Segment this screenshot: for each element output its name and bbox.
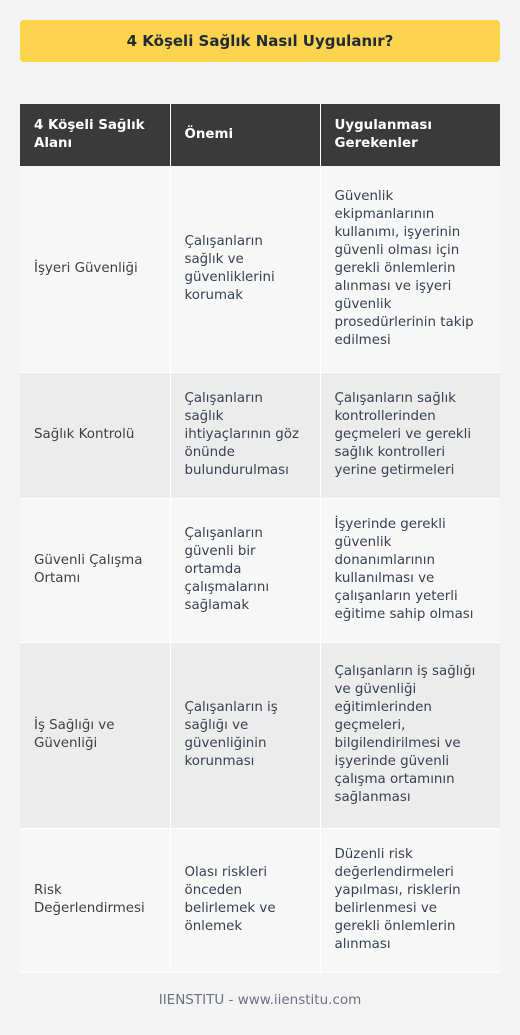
table-header-row xyxy=(20,104,500,166)
cell-area: Güvenli Çalışma Ortamı xyxy=(20,498,170,642)
page-title: 4 Köşeli Sağlık Nasıl Uygulanır? xyxy=(20,20,500,62)
table-row xyxy=(20,828,500,972)
table-row xyxy=(20,166,500,372)
health-areas-table xyxy=(20,104,500,973)
cell-requirements: Güvenlik ekipmanlarının kullanımı, işyerinin güvenli olması için gerekli önlemlerin alınması ve işyeri güvenlik prosedürlerinin takip edilmesi xyxy=(320,166,500,372)
cell-area: Sağlık Kontrolü xyxy=(20,372,170,498)
cell-importance: Çalışanların iş sağlığı ve güvenliğinin korunması xyxy=(170,642,320,828)
header-importance: Önemi xyxy=(170,104,320,166)
cell-requirements: Çalışanların iş sağlığı ve güvenliği eğitimlerinden geçmeleri, bilgilendirilmesi ve işyerinde güvenli çalışma ortamının sağlanması xyxy=(320,642,500,828)
header-area: 4 Köşeli Sağlık Alanı xyxy=(20,104,170,166)
cell-area: Risk Değerlendirmesi xyxy=(20,828,170,972)
table-row xyxy=(20,498,500,642)
cell-importance: Çalışanların güvenli bir ortamda çalışmalarını sağlamak xyxy=(170,498,320,642)
cell-importance: Çalışanların sağlık ihtiyaçlarının göz önünde bulundurulması xyxy=(170,372,320,498)
table-row xyxy=(20,642,500,828)
table-row xyxy=(20,372,500,498)
cell-area: İşyeri Güvenliği xyxy=(20,166,170,372)
cell-requirements: Çalışanların sağlık kontrollerinden geçmeleri ve gerekli sağlık kontrolleri yerine getirmeleri xyxy=(320,372,500,498)
footer-credit: IIENSTITU - www.iienstitu.com xyxy=(158,992,362,1008)
cell-area: İş Sağlığı ve Güvenliği xyxy=(20,642,170,828)
cell-requirements: Düzenli risk değerlendirmeleri yapılması, risklerin belirlenmesi ve gerekli önlemlerin alınması xyxy=(320,828,500,972)
cell-requirements: İşyerinde gerekli güvenlik donanımlarının kullanılması ve çalışanların yeterli eğitime sahip olması xyxy=(320,498,500,642)
cell-importance: Çalışanların sağlık ve güvenliklerini korumak xyxy=(170,166,320,372)
cell-importance: Olası riskleri önceden belirlemek ve önlemek xyxy=(170,828,320,972)
header-requirements: Uygulanması Gerekenler xyxy=(320,104,500,166)
